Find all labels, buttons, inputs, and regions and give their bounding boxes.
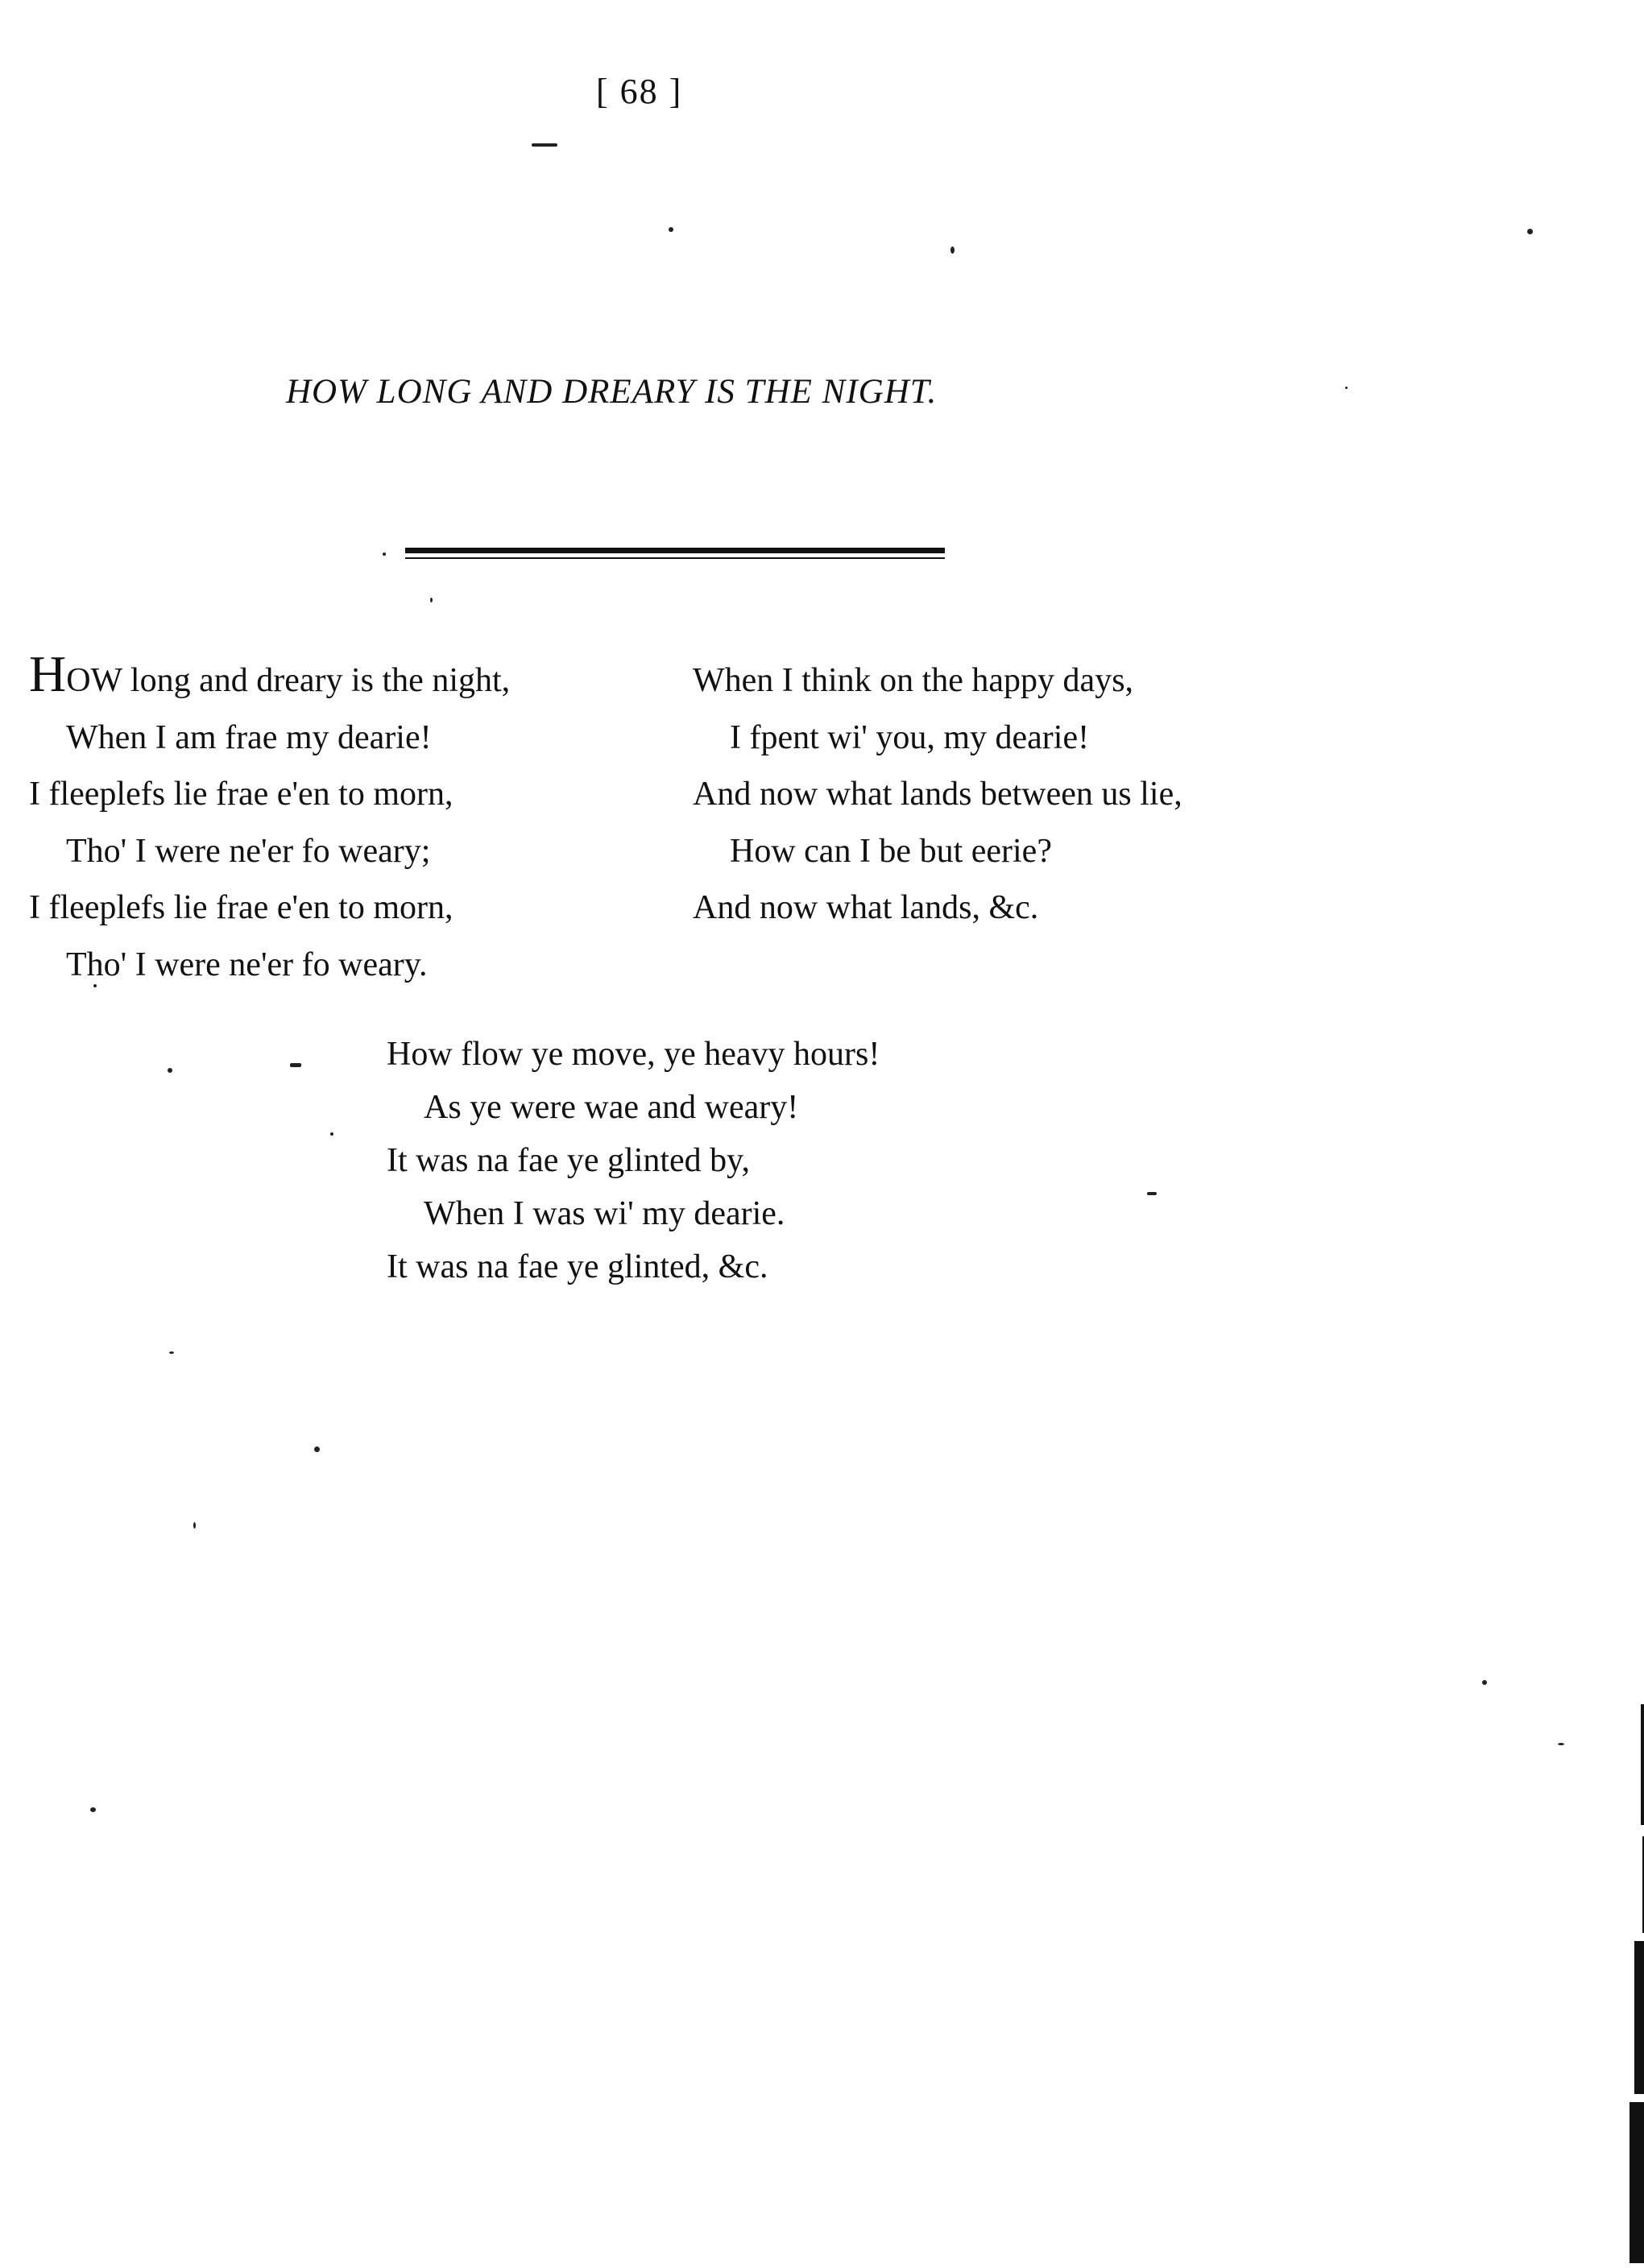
scan-speck <box>330 1132 333 1136</box>
stanza-line: Tho' I were ne'er fo weary; <box>66 832 431 870</box>
scan-speck <box>430 598 433 602</box>
stanza-line: How flow ye move, ye heavy hours! <box>387 1036 880 1073</box>
binding-edge <box>1630 2102 1644 2263</box>
stanza-line: It was na fae ye glinted, &c. <box>387 1248 768 1285</box>
stanza-line: I fpent wi' you, my dearie! <box>730 718 1090 756</box>
scan-speck <box>1147 1192 1157 1195</box>
title-rule-thick <box>405 548 945 553</box>
stanza-line: It was na fae ye glinted by, <box>387 1142 750 1179</box>
binding-edge <box>1641 1704 1644 1825</box>
scan-speck <box>1558 1743 1564 1745</box>
scan-speck <box>314 1446 320 1452</box>
scan-speck <box>193 1522 196 1529</box>
poem-title: HOW LONG AND DREARY IS THE NIGHT. <box>286 373 938 411</box>
stanza-line <box>29 645 511 710</box>
scan-speck <box>93 984 97 987</box>
scan-speck <box>290 1063 301 1067</box>
stanza-line: I fleeplefs lie frae e'en to morn, <box>29 776 453 813</box>
stanza-left <box>29 645 511 993</box>
scan-speck <box>1482 1680 1487 1685</box>
stanza-bottom <box>387 1028 880 1293</box>
scan-speck <box>168 1068 172 1073</box>
stanza-line: Tho' I were ne'er fo weary. <box>66 946 428 983</box>
scan-speck <box>1345 387 1348 389</box>
scan-speck <box>669 227 673 232</box>
stanza-right <box>693 652 1182 937</box>
scan-speck <box>532 143 557 147</box>
stanza-line: When I think on the happy days, <box>693 662 1134 699</box>
title-rule-thin <box>405 557 945 559</box>
binding-edge <box>1634 1941 1644 2094</box>
stanza-line: And now what lands between us lie, <box>693 776 1182 813</box>
drop-cap: H <box>29 645 67 702</box>
scan-speck <box>950 246 955 254</box>
stanza-line: As ye were wae and weary! <box>424 1089 799 1126</box>
stanza-line: I fleeplefs lie frae e'en to morn, <box>29 889 453 926</box>
stanza-line: How can I be but eerie? <box>730 832 1052 870</box>
page-number: [ 68 ] <box>596 72 683 111</box>
stanza-line: When I am frae my dearie! <box>66 718 432 756</box>
scan-speck <box>90 1807 96 1812</box>
stanza-line: And now what lands, &c. <box>693 889 1039 926</box>
scan-speck <box>1527 229 1533 234</box>
scan-speck <box>169 1351 174 1354</box>
scan-speck <box>383 553 386 556</box>
first-line-text: OW long and dreary is the night, <box>66 662 511 699</box>
stanza-line: When I was wi' my dearie. <box>424 1195 785 1232</box>
